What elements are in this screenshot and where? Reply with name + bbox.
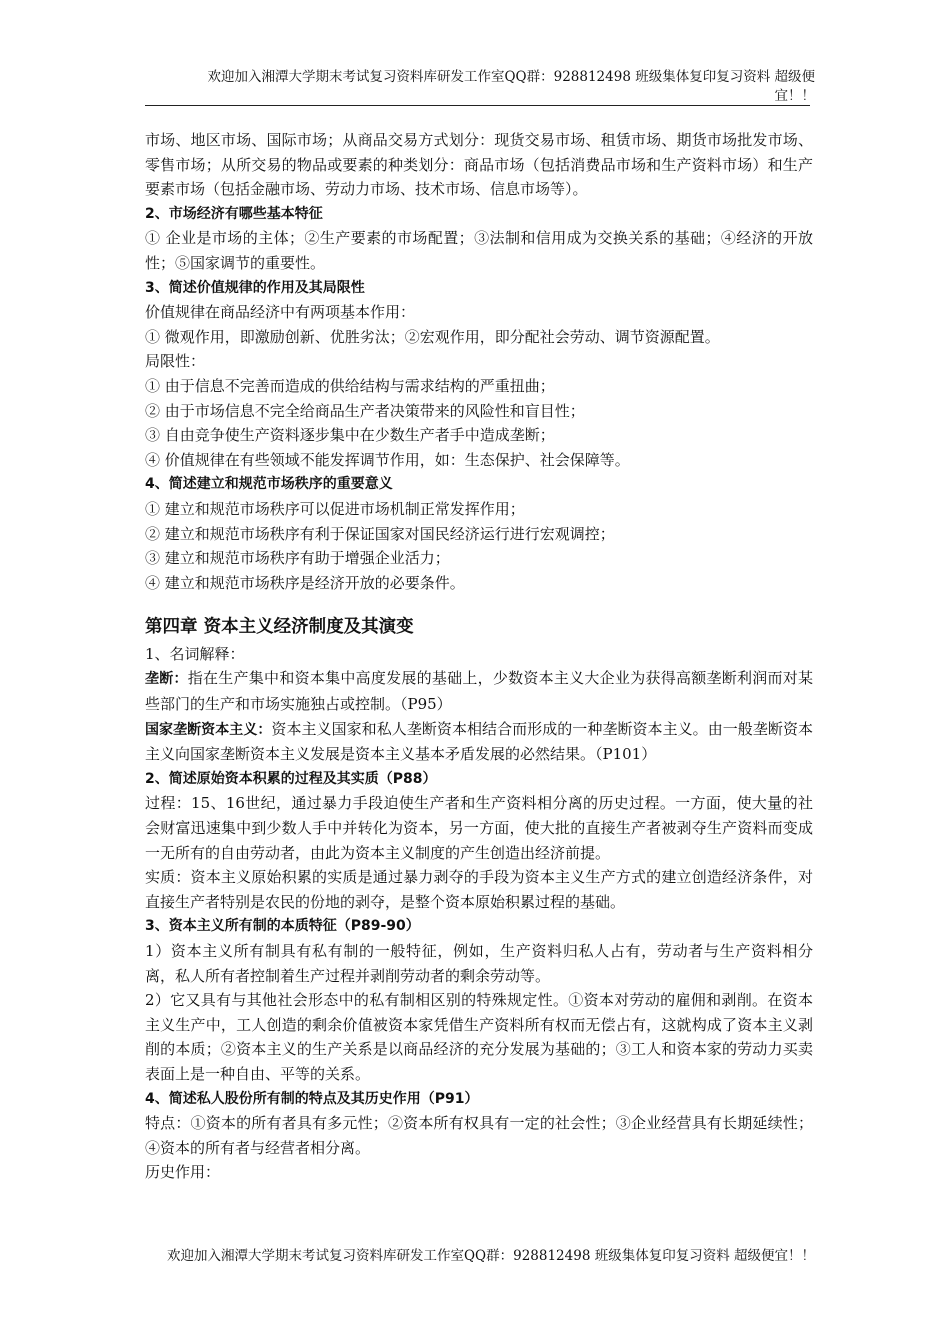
term-name: 国家垄断资本主义：: [145, 721, 272, 738]
list-item: ④ 建立和规范市场秩序是经济开放的必要条件。: [145, 573, 465, 592]
question-heading: 2、市场经济有哪些基本特征: [145, 205, 323, 222]
answer-paragraph: 1）资本主义所有制具有私有制的一般特征，例如，生产资料归私人占有，劳动者与生产资料相分离，私人所有者控制着生产过程并剥削劳动者的剩余劳动等。: [145, 942, 813, 985]
list-item: ④ 价值规律在有些领域不能发挥调节作用，如：生态保护、社会保障等。: [145, 450, 630, 469]
header-divider: [145, 105, 810, 106]
answer-paragraph: 过程：15、16世纪，通过暴力手段迫使生产者和生产资料相分离的历史过程。一方面，使大量的社会财富迅速集中到少数人手中并转化为资本，另一方面，使大批的直接生产者被剥夺生产资料而变成一无所有的自由劳动者，由此为资本主义制度的产生创造出经济前提。: [145, 794, 813, 862]
answer-paragraph: 1、名词解释：: [145, 644, 245, 663]
question-heading: 3、资本主义所有制的本质特征（P89-90）: [145, 918, 420, 935]
paragraph-market-classification: 市场、地区市场、国际市场；从商品交易方式划分：现货交易市场、租赁市场、期货市场批发市场、零售市场；从所交易的物品或要素的种类划分：商品市场（包括消费品市场和生产资料市场）和生产要素市场（包括金融市场、劳动力市场、技术市场、信息市场等）。: [145, 131, 813, 199]
answer-paragraph: ① 企业是市场的主体；②生产要素的市场配置；③法制和信用成为交换关系的基础；④经济的开放性；⑤国家调节的重要性。: [145, 229, 813, 272]
term-definition: [145, 666, 813, 716]
term-definition: [145, 717, 813, 767]
answer-paragraph: 特点：①资本的所有者具有多元性；②资本所有权具有一定的社会性；③企业经营具有长期延续性；④资本的所有者与经营者相分离。: [145, 1114, 813, 1157]
list-item: ③ 自由竞争使生产资料逐步集中在少数生产者手中造成垄断；: [145, 426, 555, 445]
answer-paragraph: 历史作用：: [145, 1163, 221, 1182]
list-item: ② 建立和规范市场秩序有利于保证国家对国民经济运行进行宏观调控；: [145, 524, 615, 543]
list-item: ① 由于信息不完善而造成的供给结构与需求结构的严重扭曲；: [145, 376, 555, 395]
question-heading: 3、简述价值规律的作用及其局限性: [145, 279, 365, 296]
term-text: 指在生产集中和资本集中高度发展的基础上，少数资本主义大企业为获得高额垄断利润而对某些部门的生产和市场实施独占或控制。（P95）: [145, 669, 814, 714]
answer-paragraph: ① 微观作用，即激励创新、优胜劣汰；②宏观作用，即分配社会劳动、调节资源配置。: [145, 327, 720, 346]
question-heading: 4、简述建立和规范市场秩序的重要意义: [145, 476, 393, 493]
question-heading: 4、简述私人股份所有制的特点及其历史作用（P91）: [145, 1090, 479, 1107]
term-text: 资本主义国家和私人垄断资本相结合而形成的一种垄断资本主义。由一般垄断资本主义向国家垄断资本主义发展是资本主义基本矛盾发展的必然结果。（P101）: [145, 719, 813, 764]
list-item: ② 由于市场信息不完全给商品生产者决策带来的风险性和盲目性；: [145, 401, 585, 420]
header-line-2: 宜！！: [774, 88, 815, 104]
list-item: ③ 建立和规范市场秩序有助于增强企业活力；: [145, 549, 450, 568]
document-body: [145, 128, 813, 1185]
chapter-title: 第四章 资本主义经济制度及其演变: [145, 617, 414, 638]
page-header: [145, 68, 815, 106]
answer-paragraph: 价值规律在商品经济中有两项基本作用：: [145, 303, 416, 322]
header-line-1: 欢迎加入湘潭大学期末考试复习资料库研发工作室QQ群：928812498 班级集体复印复习资料 超级便: [207, 69, 815, 85]
question-heading: 2、简述原始资本积累的过程及其实质（P88）: [145, 770, 437, 787]
page-footer: 欢迎加入湘潭大学期末考试复习资料库研发工作室QQ群：928812498 班级集体复印复习资料 超级便宜！！: [166, 1248, 815, 1264]
answer-paragraph: 2）它又具有与其他社会形态中的私有制相区别的特殊规定性。①资本对劳动的雇佣和剥削。在资本主义生产中，工人创造的剩余价值被资本家凭借生产资料所有权而无偿占有，这就构成了资本主义剥削的本质；②资本主义的生产关系是以商品经济的充分发展为基础的；③工人和资本家的劳动力买卖表面上是一种自由、平等的关系。: [145, 991, 813, 1083]
term-name: 垄断：: [145, 671, 188, 688]
list-item: ① 建立和规范市场秩序可以促进市场机制正常发挥作用；: [145, 499, 525, 518]
answer-paragraph: 局限性：: [145, 352, 206, 371]
answer-paragraph: 实质：资本主义原始积累的实质是通过暴力剥夺的手段为资本主义生产方式的建立创造经济条件，对直接生产者特别是农民的份地的剥夺，是整个资本原始积累过程的基础。: [145, 868, 813, 911]
